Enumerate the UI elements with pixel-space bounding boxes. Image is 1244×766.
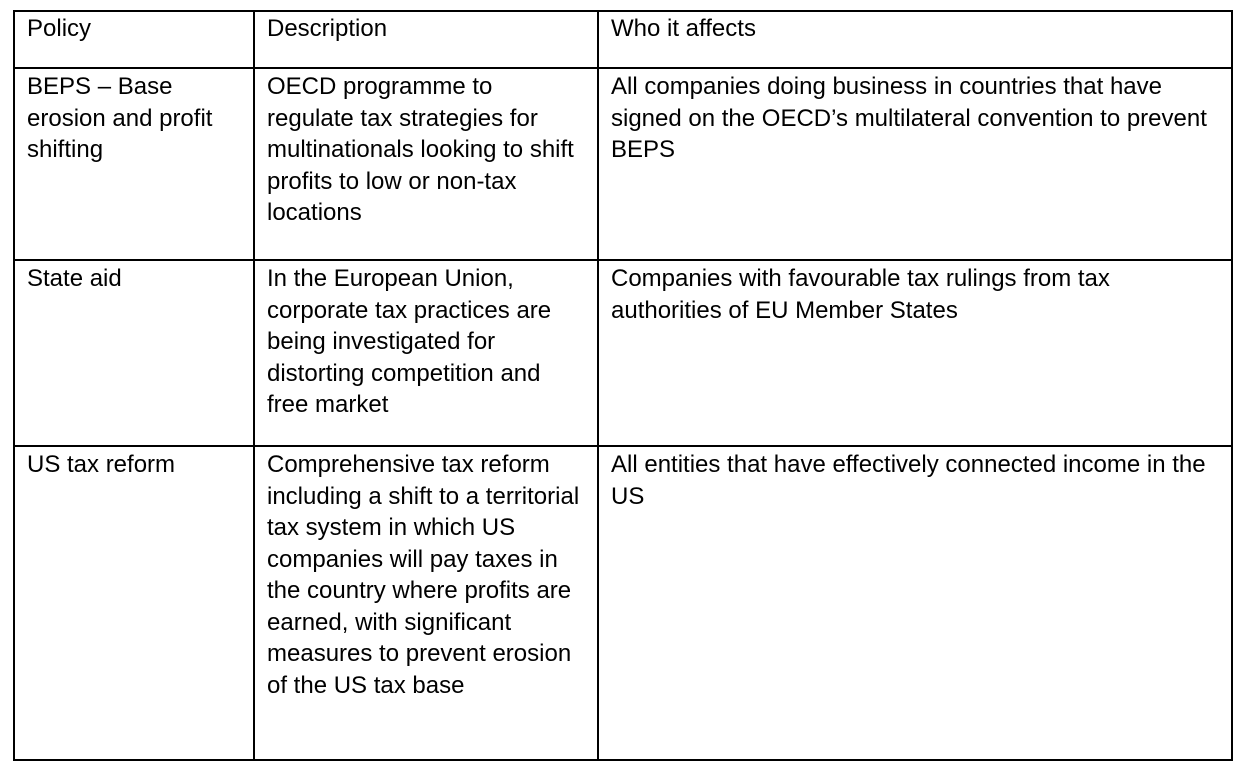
table-row [14, 260, 1232, 446]
policy-cell [14, 68, 254, 260]
policy-affects: Companies with favourable tax rulings from tax authorities of EU Member States [611, 265, 1110, 324]
header-policy-label: Policy [27, 15, 92, 42]
table-header-row [14, 11, 1232, 68]
policy-cell [14, 260, 254, 446]
header-policy [14, 11, 254, 68]
policy-name: State aid [27, 265, 122, 292]
description-cell [254, 260, 598, 446]
header-who-it-affects-label: Who it affects [611, 15, 756, 42]
affects-cell [598, 446, 1232, 760]
header-description [254, 11, 598, 68]
affects-cell [598, 68, 1232, 260]
affects-cell [598, 260, 1232, 446]
header-who-it-affects [598, 11, 1232, 68]
description-cell [254, 68, 598, 260]
policy-description: OECD programme to regulate tax strategies for multinationals looking to shift profits to low or non-tax locations [267, 73, 574, 226]
policy-table [13, 10, 1233, 761]
description-cell [254, 446, 598, 760]
table-row [14, 68, 1232, 260]
policy-affects: All companies doing business in countries that have signed on the OECD’s multilateral convention to prevent BEPS [611, 73, 1207, 163]
policy-description: Comprehensive tax reform including a shift to a territorial tax system in which US companies will pay taxes in the country where profits are earned, with significant measures to prevent erosion of the US tax base [267, 451, 580, 699]
policy-name: BEPS – Base erosion and profit shifting [27, 73, 213, 163]
policy-description: In the European Union, corporate tax practices are being investigated for distorting competition and free market [267, 265, 552, 418]
header-description-label: Description [267, 15, 388, 42]
policy-affects: All entities that have effectively connected income in the US [611, 451, 1206, 510]
policy-name: US tax reform [27, 451, 176, 478]
table-row [14, 446, 1232, 760]
policy-cell [14, 446, 254, 760]
